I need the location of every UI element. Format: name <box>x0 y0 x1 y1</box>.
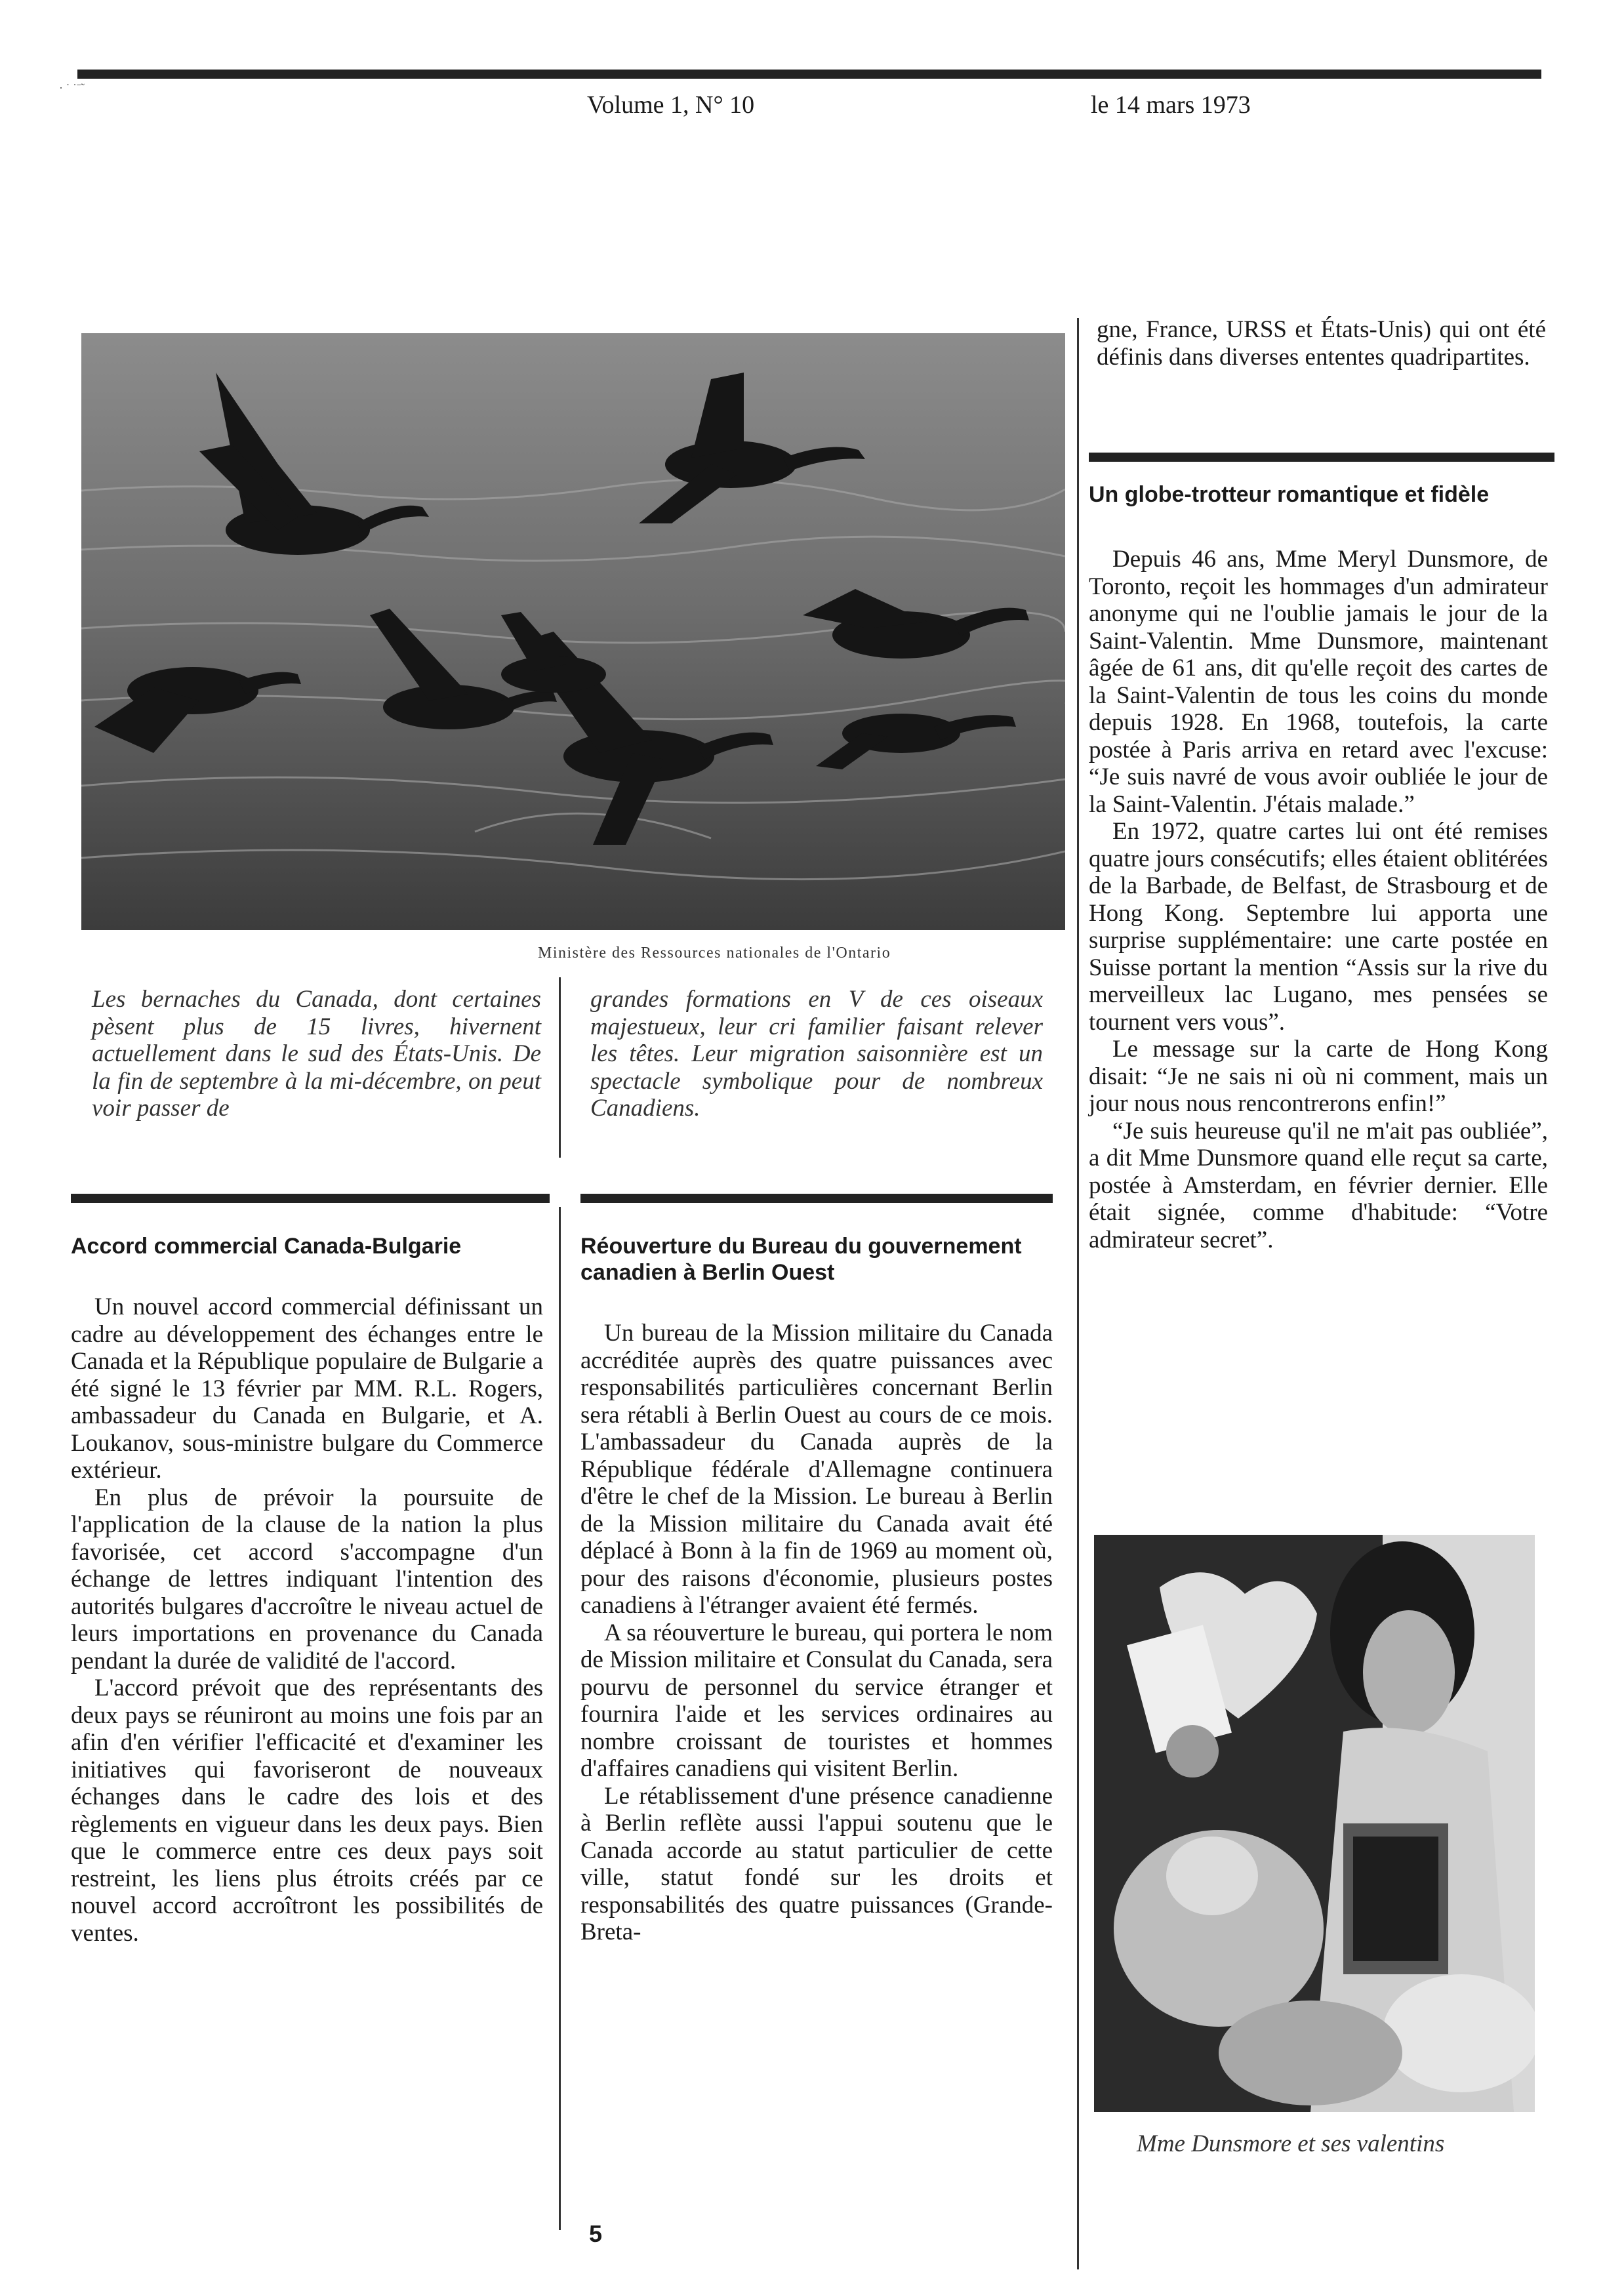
article-title-bulgarie: Accord commercial Canada-Bulgarie <box>71 1234 462 1259</box>
top-rule <box>77 70 1541 79</box>
corner-marks: · ˙ ˙ˉ˜ <box>59 81 85 94</box>
section-rule <box>71 1194 550 1203</box>
page-number: 5 <box>589 2220 603 2247</box>
paragraph: Le rétablissement d'une présence canadienne à Berlin reflète aussi l'appui soutenu que le Canada accorde au statut particulier de cette ville, statut fondé sur les droits et responsabilités des quatre puissances (Grande-Breta- <box>580 1782 1053 1945</box>
paragraph: L'accord prévoit que des représentants des deux pays se réuniront au moins une fois par an afin d'en vérifier l'efficacité et d'examiner les initiatives qui favoriseront de nouveaux échanges dans le cadre des lois et des règlements en vigueur dans les deux pays. Bien que le commerce entre ces deux pays soit restreint, les liens plus étroits créés par ce nouvel accord accroîtront les possibilités de ventes. <box>71 1675 543 1947</box>
volume-number: Volume 1, N° 10 <box>587 91 755 119</box>
paragraph: Le message sur la carte de Hong Kong disait: “Je ne sais ni où ni comment, mais un jour nous nous rencontrerons enfin!” <box>1089 1036 1548 1117</box>
paragraph: En plus de prévoir la poursuite de l'application de la clause de la nation la plus favorisée, cet accord s'accompagne d'un échange de lettres indiquant l'intention des autorités bulgares d'accroître le niveau actuel de leurs importations en provenance du Canada pendant la durée de validité de l'accord. <box>71 1484 543 1675</box>
dunsmore-image <box>1094 1535 1535 2112</box>
paragraph: A sa réouverture le bureau, qui portera le nom de Mission militaire et Consulat du Canada, sera pourvu de personnel du service étranger et fournira l'aide et les services ordinaires au nombre croissant de touristes et hommes d'affaires canadiens qui visitent Berlin. <box>580 1619 1053 1782</box>
geese-caption-left: Les bernaches du Canada, dont certaines pèsent plus de 15 livres, hivernent actuellement dans le sud des États-Unis. De la fin de septembre à la mi-décembre, on peut voir passer de <box>92 986 541 1122</box>
geese-photo <box>81 333 1065 930</box>
paragraph: Depuis 46 ans, Mme Meryl Dunsmore, de Toronto, reçoit les hommages d'un admirateur anonyme qui ne l'oublie jamais le jour de la Saint-Valentin. Mme Dunsmore, maintenant âgée de 61 ans, dit qu'elle reçoit des cartes de la Saint-Valentin de tous les coins du monde depuis 1928. En 1968, toutefois, la carte postée à Paris arriva en retard avec l'excuse: “Je suis navré de vous avoir oubliée le jour de la Saint-Valentin. J'étais malade.” <box>1089 546 1548 818</box>
paragraph: En 1972, quatre cartes lui ont été remises quatre jours consécutifs; elles étaient oblitérées de la Barbade, de Belfast, de Strasbourg et de Hong Kong. Septembre lui apporta une surprise supplémentaire: une carte postée en Suisse portant la mention “Assis sur la rive du merveilleux lac Lugano, mes pensées se tournent vers vous”. <box>1089 818 1548 1036</box>
dunsmore-caption: Mme Dunsmore et ses valentins <box>1137 2130 1445 2157</box>
section-rule <box>1089 453 1554 462</box>
column-divider <box>559 977 561 1158</box>
geese-caption-right: grandes formations en V de ces oiseaux majestueux, leur cri familier faisant relever les têtes. Leur migration saisonnière est un spectacle symbolique pour de nombreux Canadiens. <box>590 986 1043 1122</box>
article-body-bulgarie <box>71 1293 543 1947</box>
paragraph: “Je suis heureuse qu'il ne m'ait pas oubliée”, a dit Mme Dunsmore quand elle reçut sa carte, postée à Amsterdam, en février dernier. Elle était signée, comme d'habitude: “Votre admirateur secret”. <box>1089 1117 1548 1253</box>
article-title-globetrotter: Un globe-trotteur romantique et fidèle <box>1089 482 1490 507</box>
section-rule <box>580 1194 1053 1203</box>
paragraph: Un bureau de la Mission militaire du Canada accréditée auprès des quatre puissances avec responsabilités particulières concernant Berlin sera rétabli à Berlin Ouest au cours de ce mois. L'ambassadeur du Canada auprès de la République fédérale d'Allemagne continuera d'être le chef de la Mission. Le bureau à Berlin de la Mission militaire du Canada avait été déplacé à Bonn à la fin de 1969 au moment où, pour des raisons d'économie, plusieurs postes canadiens à l'étranger avaient été fermés. <box>580 1320 1053 1619</box>
article-title-berlin: Réouverture du Bureau du gouvernement canadien à Berlin Ouest <box>580 1234 1022 1285</box>
issue-date: le 14 mars 1973 <box>1091 91 1251 119</box>
article-body-berlin <box>580 1320 1053 1946</box>
paragraph: Un nouvel accord commercial définissant un cadre au développement des échanges entre le Canada et la République populaire de Bulgarie a été signé le 13 février par MM. R.L. Rogers, ambassadeur du Canada en Bulgarie, et A. Loukanov, sous-ministre bulgare du Commerce extérieur. <box>71 1293 543 1484</box>
dunsmore-photo <box>1094 1535 1535 2112</box>
column-divider <box>559 1207 561 2230</box>
column-divider <box>1077 318 1079 2269</box>
article-body-globetrotter <box>1089 546 1548 1253</box>
geese-image <box>81 333 1065 930</box>
continuation-paragraph: gne, France, URSS et États-Unis) qui ont été définis dans diverses ententes quadripartites. <box>1097 316 1546 371</box>
photo-credit: Ministère des Ressources nationales de l'Ontario <box>538 944 891 962</box>
continuation-text <box>1097 316 1546 371</box>
